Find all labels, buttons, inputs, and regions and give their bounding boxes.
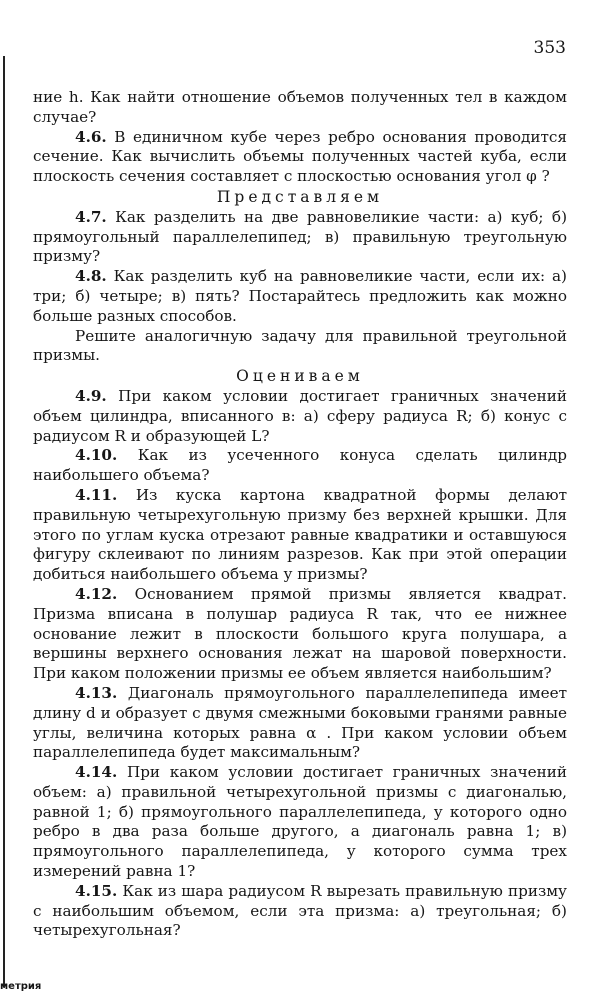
- problem-text: При каком условии достигает граничных значений объем цилиндра, вписанного в: а) сферу радиуса R; б) конус с радиусом R и образующей L?: [33, 386, 567, 445]
- problem-4-13: [33, 684, 567, 763]
- page-left-rule: [3, 56, 5, 986]
- problem-4-15: [33, 882, 567, 941]
- paragraph-similar-task: [33, 327, 567, 367]
- problem-number: 4.8.: [75, 267, 107, 286]
- problem-4-14: [33, 763, 567, 882]
- problem-number: 4.7.: [75, 207, 107, 226]
- problem-number: 4.13.: [75, 683, 118, 702]
- problem-text: Из куска картона квадратной формы делают правильную четырехугольную призму без верхней крышки. Для этого по углам куска отрезают равные квадратики и оставшуюся фигуру склеивают по линиям разрезов. Как при этой операции добиться наибольшего объема у призмы?: [33, 485, 567, 584]
- problem-text: В единичном кубе через ребро основания проводится сечение. Как вычислить объемы полученных частей куба, если плоскость сечения составляет с плоскостью основания угол φ ?: [33, 127, 568, 186]
- problem-number: 4.14.: [75, 763, 118, 782]
- problem-4-11: [33, 486, 567, 585]
- section-heading-predstavlyaem: Представляем: [216, 187, 384, 206]
- problem-number: 4.11.: [75, 485, 118, 504]
- problem-text: Основанием прямой призмы является квадрат. Призма вписана в полушар радиуса R так, что ее нижнее основание лежит в плоскости большого круга полушара, а вершины верхнего основания лежат на шаровой поверхности. При каком положении призмы ее объем является наибольшим?: [33, 584, 568, 683]
- problem-number: 4.9.: [75, 386, 107, 405]
- paragraph-continuation: [33, 88, 567, 128]
- section-heading-otsenivaem: Оцениваем: [236, 367, 364, 386]
- problem-text: Как из усеченного конуса сделать цилиндр наибольшего объема?: [33, 446, 568, 485]
- problem-number: 4.15.: [75, 881, 118, 900]
- problem-text: Как из шара радиусом R вырезать правильную призму с наибольшим объемом, если эта призма: а) треугольная; б) четырехугольная?: [33, 881, 567, 940]
- problem-4-7: [33, 208, 567, 267]
- paragraph-text: Решите аналогичную задачу для правильной треугольной призмы.: [33, 326, 567, 365]
- problem-text: Диагональ прямоугольного параллелепипеда имеет длину d и образует с двумя смежными боковыми гранями равные углы, величина которых равна α . При каком условии объем параллелепипеда будет максимальным?: [33, 683, 568, 762]
- problem-4-10: [33, 446, 567, 486]
- problem-4-12: [33, 585, 567, 684]
- problem-text: Как разделить на две равновеликие части: а) куб; б) прямоугольный параллелепипед; в) правильную треугольную призму?: [33, 207, 567, 266]
- problem-4-9: [33, 387, 567, 446]
- problem-number: 4.12.: [75, 584, 118, 603]
- paragraph-text: ние h. Как найти отношение объемов полученных тел в каждом случае?: [33, 88, 567, 126]
- problem-number: 4.6.: [75, 127, 107, 146]
- page-number: 353: [533, 38, 566, 58]
- problem-text: Как разделить куб на равновеликие части, если их: а) три; б) четыре; в) пять? Постарайтесь предложить как можно больше разных способов.: [33, 267, 567, 325]
- problem-4-6: [33, 128, 567, 187]
- page-text: [33, 88, 567, 941]
- problem-number: 4.10.: [75, 446, 118, 465]
- running-footer-label: метрия: [0, 981, 42, 992]
- problem-text: При каком условии достигает граничных значений объем: а) правильной четырехугольной призмы с диагональю, равной 1; б) прямоугольного параллелепипеда, у которого одно ребро в два раза больше другого, а диагональ равна 1; в) прямоугольного параллелепипеда, у которого сумма трех измерений равна 1?: [33, 763, 567, 881]
- problem-4-8: [33, 267, 567, 326]
